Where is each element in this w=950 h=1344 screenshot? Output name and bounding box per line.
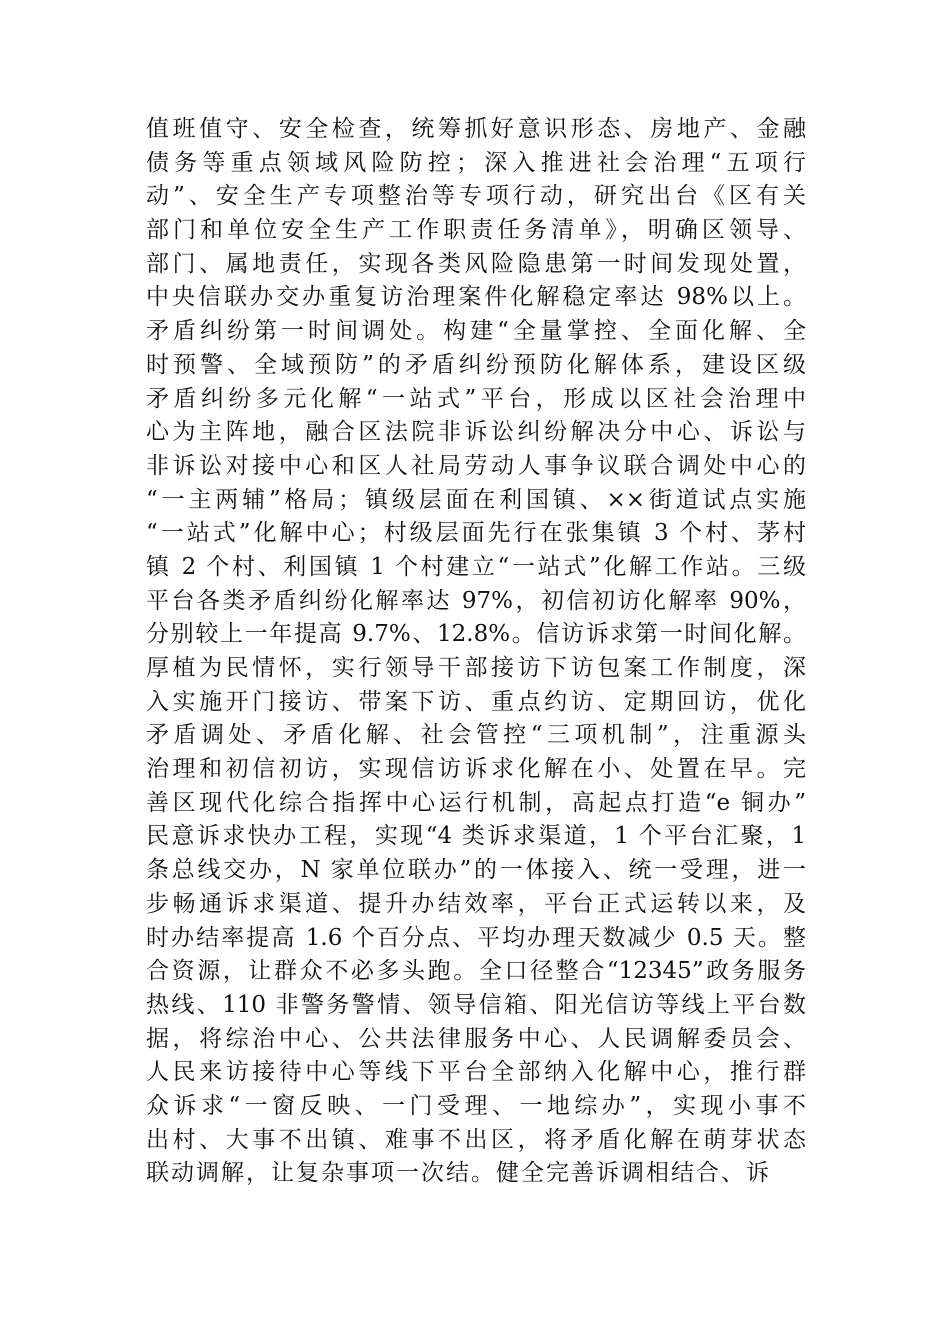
text-line: 部门、属地责任，实现各类风险隐患第一时间发现处置，	[146, 250, 806, 277]
text-line: 分别较上一年提高 9.7%、12.8%。信访诉求第一时间化解。	[146, 621, 806, 648]
text-line: 善区现代化综合指挥中心运行机制，高起点打造“e 铜办”	[146, 789, 806, 816]
text-line: 镇 2 个村、利国镇 1 个村建立“一站式”化解工作站。三级	[146, 553, 806, 580]
text-line: 中央信联办交办重复访治理案件化解稳定率达 98%以上。	[146, 284, 806, 311]
body-text	[146, 113, 806, 1191]
text-line: 民意诉求快办工程，实现“4 类诉求渠道，1 个平台汇聚，1	[146, 823, 806, 850]
text-line: 治理和初信初访，实现信访诉求化解在小、处置在早。完	[146, 756, 806, 783]
text-line: 条总线交办，N 家单位联办”的一体接入、统一受理，进一	[146, 857, 806, 884]
text-line: 联动调解，让复杂事项一次结。健全完善诉调相结合、诉	[146, 1160, 771, 1187]
text-line: 心为主阵地，融合区法院非诉讼纠纷解决分中心、诉讼与	[146, 419, 806, 446]
text-line: 债务等重点领域风险防控；深入推进社会治理“五项行	[146, 149, 806, 176]
text-line: 矛盾调处、矛盾化解、社会管控“三项机制”，注重源头	[146, 722, 806, 749]
text-line: 矛盾纠纷多元化解“一站式”平台，形成以区社会治理中	[146, 385, 806, 412]
text-line: “一站式”化解中心；村级层面先行在张集镇 3 个村、茅村	[146, 520, 806, 547]
text-line: 合资源，让群众不必多头跑。全口径整合“12345”政务服务	[146, 958, 806, 985]
text-line: 出村、大事不出镇、难事不出区，将矛盾化解在萌芽状态	[146, 1126, 806, 1153]
text-line: 值班值守、安全检查，统筹抓好意识形态、房地产、金融	[146, 116, 806, 142]
text-line: “一主两辅”格局；镇级层面在利国镇、××街道试点实施	[146, 486, 806, 513]
text-line: 人民来访接待中心等线下平台全部纳入化解中心，推行群	[146, 1059, 806, 1086]
text-line: 部门和单位安全生产工作职责任务清单》，明确区领导、	[146, 217, 806, 244]
text-line: 据，将综治中心、公共法律服务中心、人民调解委员会、	[146, 1025, 806, 1052]
text-line: 入实施开门接访、带案下访、重点约访、定期回访，优化	[146, 688, 806, 715]
text-line: 动”、安全生产专项整治等专项行动，研究出台《区有关	[146, 183, 806, 210]
text-line: 时预警、全域预防”的矛盾纠纷预防化解体系，建设区级	[146, 351, 806, 378]
text-line: 厚植为民情怀，实行领导干部接访下访包案工作制度，深	[146, 655, 806, 681]
text-line: 非诉讼对接中心和区人社局劳动人事争议联合调处中心的	[146, 452, 806, 479]
text-line: 步畅通诉求渠道、提升办结效率，平台正式运转以来，及	[146, 890, 806, 917]
text-line: 热线、110 非警务警情、领导信箱、阳光信访等线上平台数	[146, 991, 806, 1018]
text-line: 众诉求“一窗反映、一门受理、一地综办”，实现小事不	[146, 1092, 806, 1119]
text-line: 矛盾纠纷第一时间调处。构建“全量掌控、全面化解、全	[146, 318, 806, 345]
text-line: 时办结率提高 1.6 个百分点、平均办理天数减少 0.5 天。整	[146, 924, 806, 951]
text-line: 平台各类矛盾纠纷化解率达 97%，初信初访化解率 90%，	[146, 587, 806, 614]
